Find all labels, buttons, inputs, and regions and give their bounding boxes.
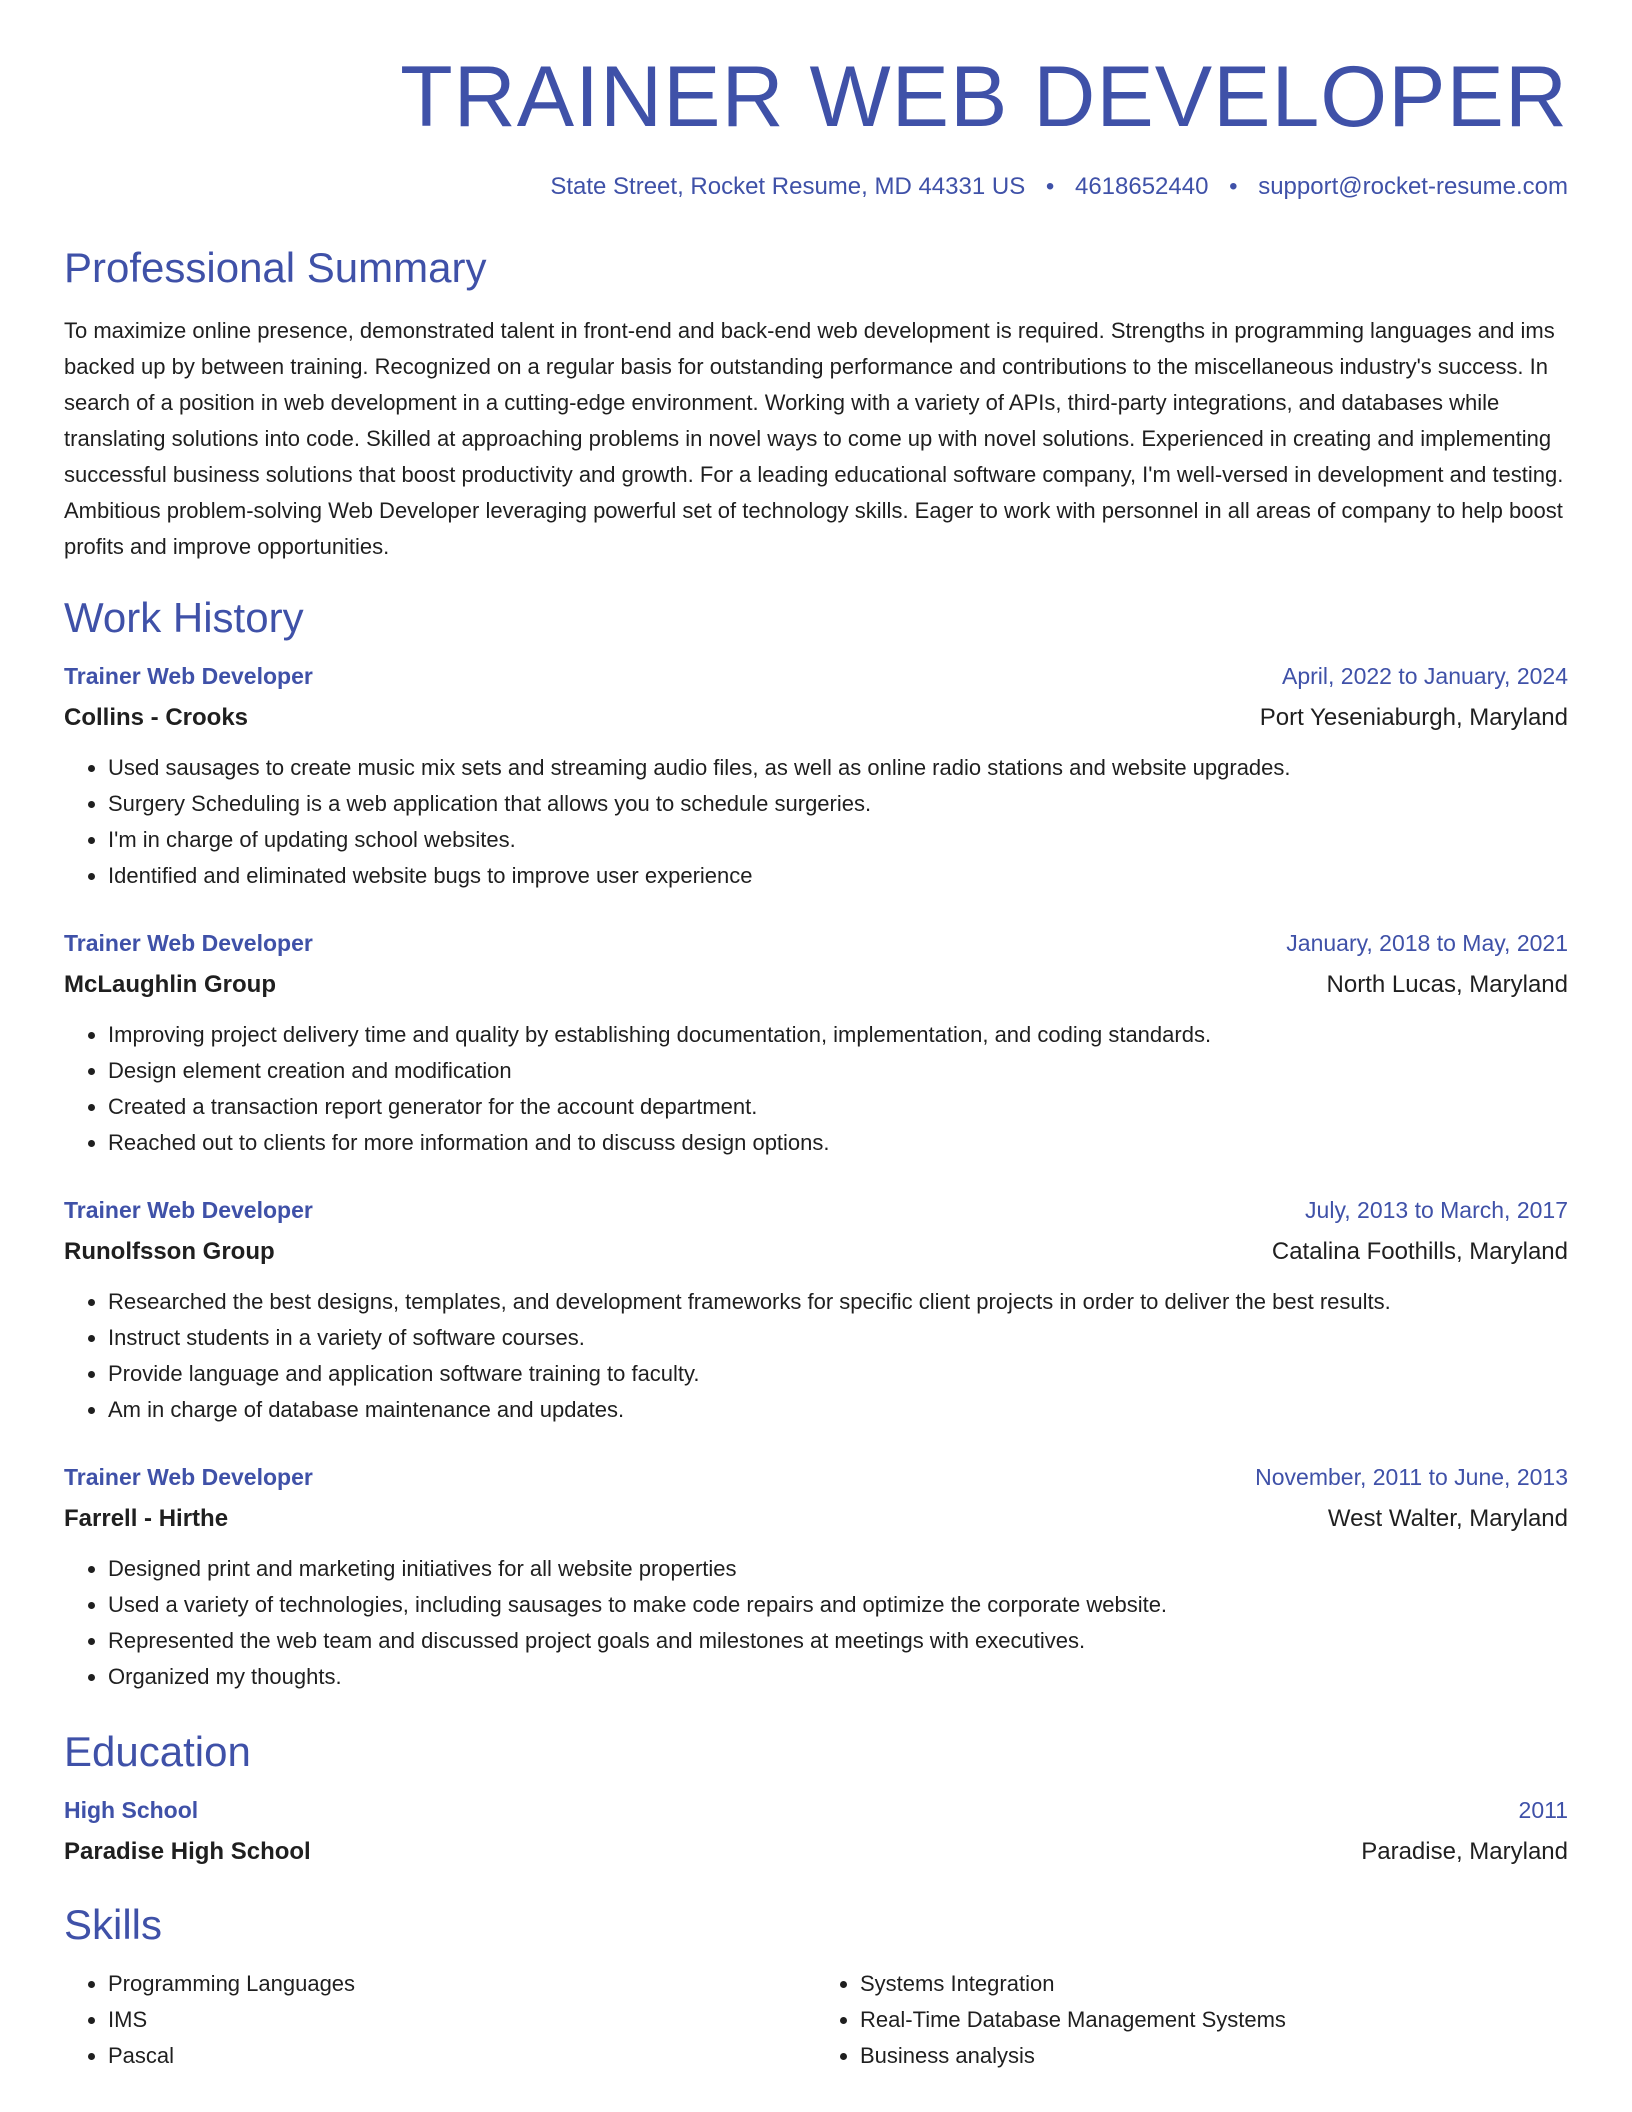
job-bullets (64, 750, 1568, 894)
job-dates: January, 2018 to May, 2021 (1286, 929, 1568, 956)
job-location: Port Yeseniaburgh, Maryland (1259, 703, 1568, 731)
list-item: • I'm in charge of updating school websites. (108, 822, 1568, 858)
skills-column-left (64, 1966, 816, 2074)
job-bullets (64, 1017, 1568, 1161)
education-entry (64, 1797, 1568, 1866)
list-item: • Represented the web team and discussed project goals and milestones at meetings with executives. (108, 1623, 1568, 1659)
skills-column-right (816, 1966, 1568, 2074)
contact-address: State Street, Rocket Resume, MD 44331 US (550, 172, 1026, 200)
education-year: 2011 (1518, 1797, 1568, 1824)
job-title: Trainer Web Developer (64, 929, 313, 956)
list-item: • Created a transaction report generator for the account department. (108, 1089, 1568, 1125)
contact-line (64, 173, 1568, 201)
resume-name: TRAINER WEB DEVELOPER (400, 49, 1568, 145)
skill-item: • Systems Integration (860, 1966, 1568, 2002)
education-degree: High School (64, 1797, 199, 1824)
summary-text: To maximize online presence, demonstrated talent in front-end and back-end web development is required. Strengths in programming languages and ims backed up by between training. Recognized on a regular basis for outstanding performance and contributions to the miscellaneous industry's success. In search of a position in web development in a cutting-edge environment. Working with a variety of APIs, third-party integrations, and databases while translating solutions into code. Skilled at approaching problems in novel ways to come up with novel solutions. Experienced in creating and implementing successful business solutions that boost productivity and growth. For a leading educational software company, I'm well-versed in development and testing. Ambitious problem-solving Web Developer leveraging powerful set of technology skills. Eager to work with personnel in all areas of company to help boost profits and improve opportunities. (64, 317, 1564, 559)
skill-item: • Real-Time Database Management Systems (860, 2002, 1568, 2038)
job-location: West Walter, Maryland (1327, 1504, 1568, 1532)
job-location: North Lucas, Maryland (1326, 970, 1568, 998)
education-school: Paradise High School (64, 1838, 311, 1866)
summary-heading: Professional Summary (64, 243, 487, 291)
job-entry (64, 930, 1568, 1161)
contact-separator: • (1229, 172, 1238, 200)
contact-email: support@rocket-resume.com (1258, 172, 1568, 200)
job-company: Farrell - Hirthe (64, 1504, 229, 1532)
list-item: • Provide language and application software training to faculty. (108, 1356, 1568, 1392)
job-company: Runolfsson Group (64, 1237, 275, 1265)
skill-item: • Business analysis (860, 2038, 1568, 2074)
skill-item: • Programming Languages (108, 1966, 816, 2002)
list-item: • Used sausages to create music mix sets and streaming audio files, as well as online radio stations and website upgrades. (108, 750, 1568, 786)
job-company: Collins - Crooks (64, 703, 249, 731)
list-item: • Design element creation and modification (108, 1053, 1568, 1089)
skill-item: • Pascal (108, 2038, 816, 2074)
job-bullets (64, 1551, 1568, 1695)
list-item: • Identified and eliminated website bugs to improve user experience (108, 858, 1568, 894)
job-location: Catalina Foothills, Maryland (1271, 1237, 1568, 1265)
job-title: Trainer Web Developer (64, 1463, 313, 1490)
skills-list (64, 1966, 1568, 2074)
list-item: • Instruct students in a variety of software courses. (108, 1320, 1568, 1356)
job-entry (64, 1197, 1568, 1428)
job-dates: April, 2022 to January, 2024 (1282, 662, 1568, 689)
job-dates: November, 2011 to June, 2013 (1255, 1463, 1568, 1490)
job-bullets (64, 1284, 1568, 1428)
list-item: • Used a variety of technologies, including sausages to make code repairs and optimize the corporate website. (108, 1587, 1568, 1623)
job-company: McLaughlin Group (64, 970, 276, 998)
education-location: Paradise, Maryland (1361, 1838, 1568, 1866)
list-item: • Organized my thoughts. (108, 1659, 1568, 1695)
job-title: Trainer Web Developer (64, 662, 313, 689)
work-history-heading: Work History (64, 593, 304, 641)
list-item: • Improving project delivery time and quality by establishing documentation, implementation, and coding standards. (108, 1017, 1568, 1053)
skill-item: • IMS (108, 2002, 816, 2038)
job-entry (64, 1464, 1568, 1695)
list-item: • Researched the best designs, templates, and development frameworks for specific client projects in order to deliver the best results. (108, 1284, 1568, 1320)
education-heading: Education (64, 1727, 251, 1775)
list-item: • Surgery Scheduling is a web application that allows you to schedule surgeries. (108, 786, 1568, 822)
list-item: • Am in charge of database maintenance and updates. (108, 1392, 1568, 1428)
contact-separator: • (1045, 172, 1055, 200)
job-entry (64, 663, 1568, 894)
job-dates: July, 2013 to March, 2017 (1305, 1196, 1568, 1223)
job-title: Trainer Web Developer (64, 1196, 313, 1223)
list-item: • Designed print and marketing initiatives for all website properties (108, 1551, 1568, 1587)
contact-phone: 4618652440 (1074, 172, 1209, 200)
list-item: • Reached out to clients for more information and to discuss design options. (108, 1125, 1568, 1161)
skills-heading: Skills (64, 1901, 163, 1949)
